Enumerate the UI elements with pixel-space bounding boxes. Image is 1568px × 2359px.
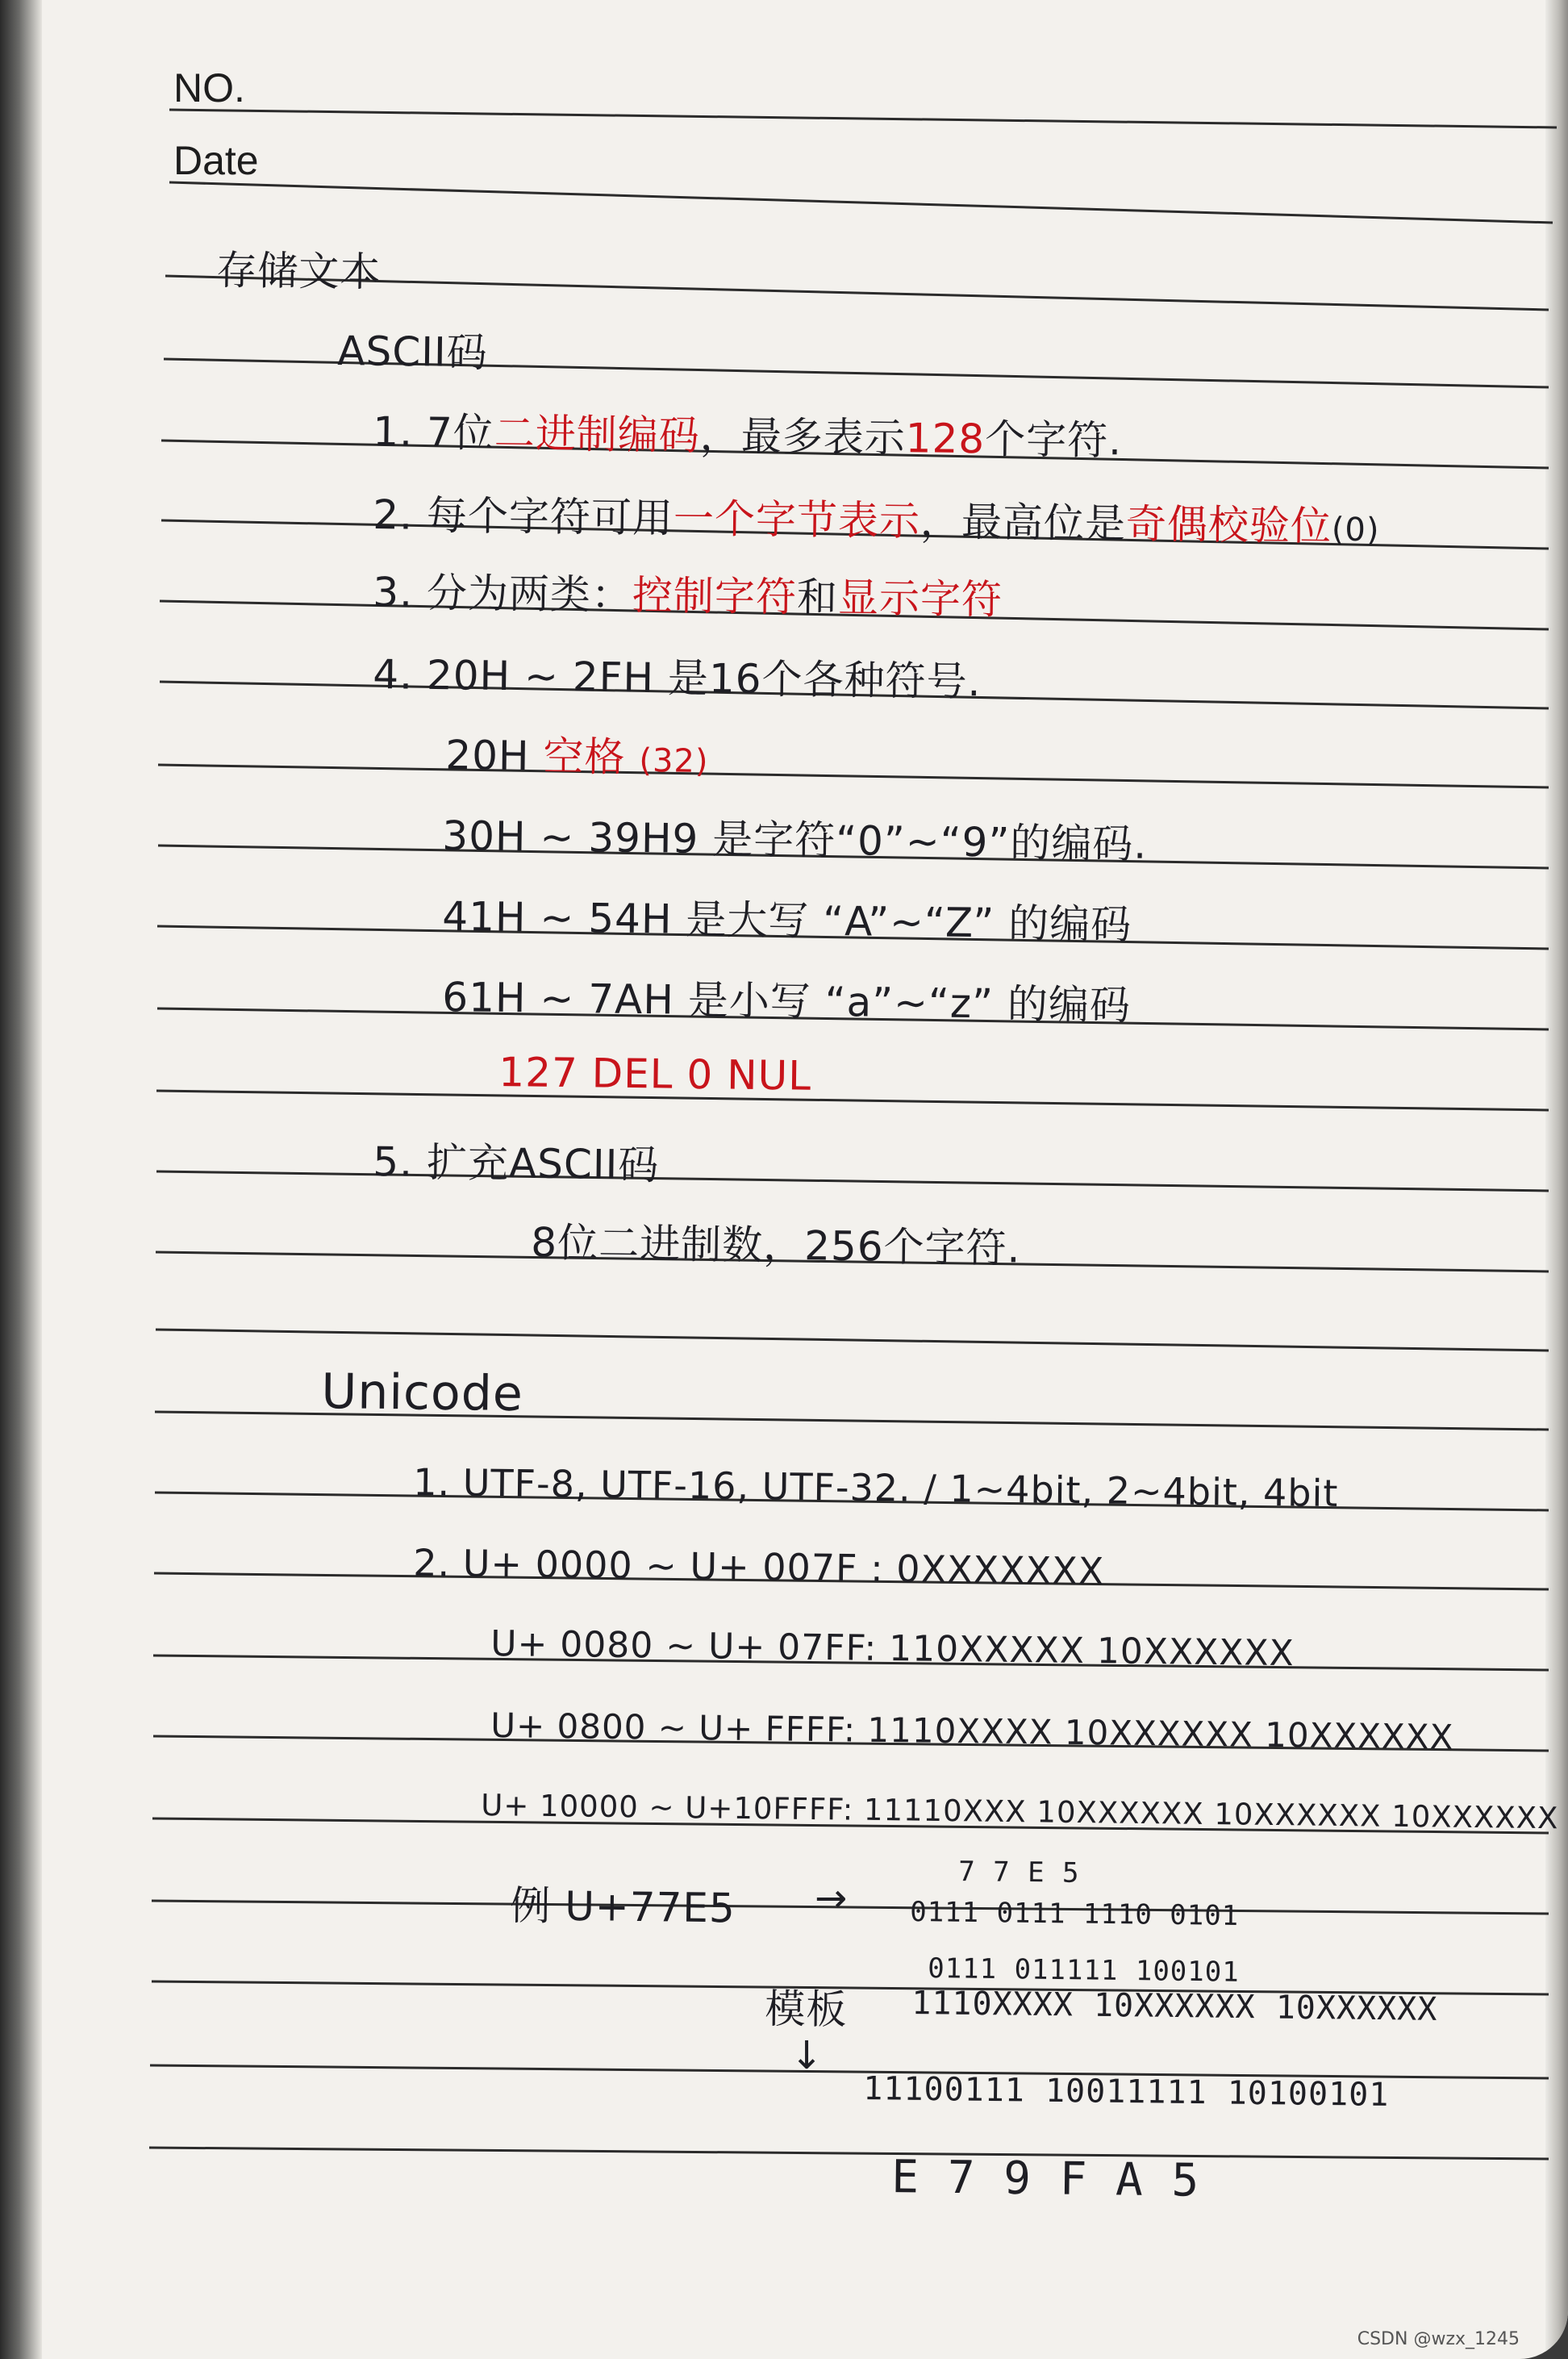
ascii-item-1-prefix: 1. 7位 bbox=[373, 408, 495, 457]
ascii-upper-line: 41H ~ 54H 是大写 “A”~“Z” 的编码 bbox=[442, 893, 1132, 949]
unicode-example-nibbles: 0111 0111 1110 0101 bbox=[910, 1896, 1240, 1932]
ascii-digits-line: 30H ~ 39H9 是字符“0”~“9”的编码. bbox=[442, 812, 1148, 868]
ascii-item-2 bbox=[373, 482, 1380, 553]
ascii-del-nul-line: 127 DEL 0 NUL bbox=[498, 1049, 812, 1100]
ascii-lower-line: 61H ~ 7AH 是小写 “a”~“z” 的编码 bbox=[442, 974, 1132, 1029]
ascii-item-2-parity: 奇偶校验位 bbox=[1125, 500, 1332, 550]
ascii-item-1-highlight: 二进制编码 bbox=[494, 409, 701, 459]
ascii-item-3-mid: 和 bbox=[796, 574, 839, 622]
unicode-range-3: U+ 0800 ~ U+ FFFF: 1110XXXX 10XXXXXX 10XXXXXX bbox=[490, 1706, 1454, 1757]
unicode-template-top: 0111 011111 100101 bbox=[928, 1952, 1240, 1989]
ascii-space-code: 20H bbox=[445, 732, 530, 780]
right-arrow-icon: → bbox=[815, 1876, 848, 1921]
unicode-result-bits: 11100111 10011111 10100101 bbox=[863, 2070, 1390, 2114]
ascii-item-3 bbox=[373, 560, 1003, 626]
unicode-range-4: U+ 10000 ~ U+10FFFF: 11110XXX 10XXXXXX 10XXXXXX 10XXXXXX bbox=[481, 1788, 1559, 1836]
ascii-space-word: 空格 bbox=[543, 733, 626, 781]
ascii-item-1-suffix: ，最多表示 bbox=[699, 411, 907, 462]
ascii-space-value: (32) bbox=[639, 741, 709, 780]
ascii-item-2-mid: ，最高位是 bbox=[920, 498, 1127, 548]
unicode-example-label: 例 U+77E5 bbox=[510, 1882, 736, 1932]
ascii-item-3-prefix: 3. 分为两类： bbox=[373, 569, 633, 619]
unicode-item-2: 2. U+ 0000 ~ U+ 007F : 0XXXXXXX bbox=[413, 1541, 1105, 1593]
unicode-result-hex: E 7 9 F A 5 bbox=[891, 2151, 1200, 2207]
ascii-item-1 bbox=[373, 399, 1123, 466]
ascii-item-4: 4. 20H ~ 2FH 是16个各种符号. bbox=[373, 651, 982, 706]
unicode-range-2: U+ 0080 ~ U+ 07FF: 110XXXXX 10XXXXXX bbox=[490, 1623, 1295, 1675]
ascii-item-1-tail: 个字符. bbox=[984, 415, 1123, 465]
unicode-heading: Unicode bbox=[321, 1363, 524, 1423]
ascii-item-2-highlight: 一个字节表示 bbox=[673, 495, 921, 545]
unicode-item-1: 1. UTF-8, UTF-16, UTF-32. / 1~4bit, 2~4bit, 4bit bbox=[413, 1460, 1339, 1516]
unicode-template-row: 1110XXXX 10XXXXXX 10XXXXXX bbox=[911, 1985, 1438, 2028]
watermark: CSDN @wzx_1245 bbox=[1357, 2329, 1520, 2349]
ascii-item-2-tail: (0) bbox=[1331, 511, 1380, 549]
down-arrow-icon: ↓ bbox=[790, 2033, 824, 2078]
notes-title: 存储文本 bbox=[216, 247, 382, 296]
ascii-item-3-display: 显示字符 bbox=[837, 574, 1003, 624]
ascii-item-1-count: 128 bbox=[905, 415, 986, 463]
unicode-example-hex-digits: 7 7 E 5 bbox=[958, 1856, 1080, 1889]
ascii-item-5: 5. 扩充ASCII码 bbox=[373, 1138, 660, 1189]
ascii-item-3-control: 控制字符 bbox=[632, 571, 798, 621]
unicode-template-label: 模板 bbox=[765, 1985, 848, 2034]
ascii-item-2-prefix: 2. 每个字符可用 bbox=[373, 491, 674, 542]
ascii-space-line bbox=[445, 723, 709, 784]
ascii-heading: ASCII码 bbox=[337, 328, 489, 377]
date-label: Date bbox=[173, 138, 259, 183]
no-label: NO. bbox=[173, 65, 245, 111]
ascii-item-5-detail: 8位二进制数，256个字符. bbox=[531, 1219, 1021, 1272]
